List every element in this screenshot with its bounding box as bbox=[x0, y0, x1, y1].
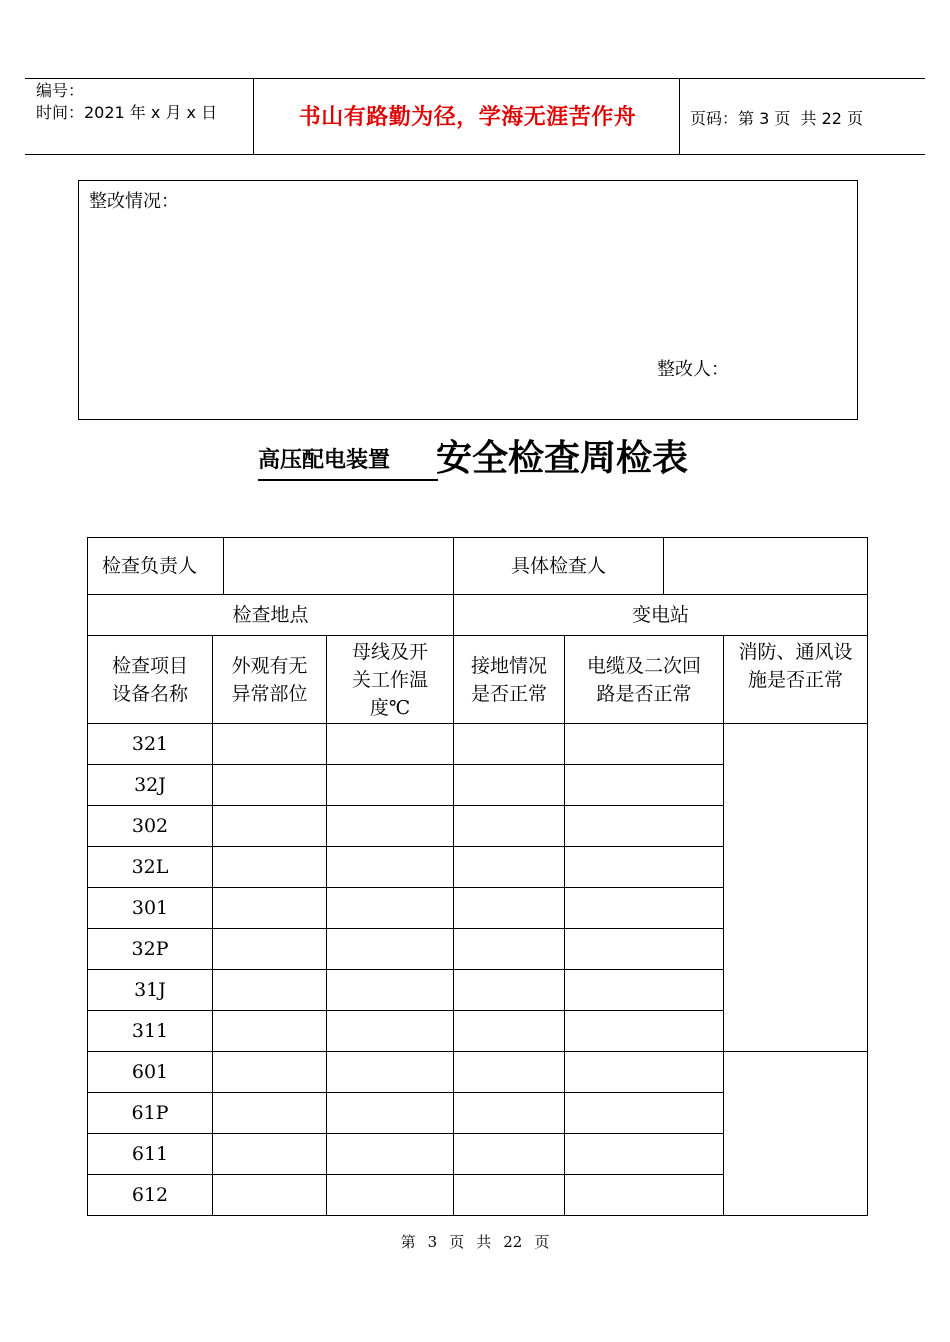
inspection-table bbox=[87, 537, 868, 1216]
grounding-cell[interactable] bbox=[454, 724, 565, 765]
table-column-headers bbox=[88, 636, 868, 724]
device-name-cell: 302 bbox=[88, 806, 213, 847]
device-name-cell: 612 bbox=[88, 1175, 213, 1216]
appearance-cell[interactable] bbox=[213, 1011, 327, 1052]
appearance-cell[interactable] bbox=[213, 1134, 327, 1175]
temperature-cell[interactable] bbox=[327, 765, 454, 806]
grounding-cell[interactable] bbox=[454, 1052, 565, 1093]
title-main: 安全检查周检表 bbox=[436, 437, 689, 479]
time-label: 时间：2021 年 x 月 x 日 bbox=[36, 103, 218, 122]
cable-cell[interactable] bbox=[565, 1011, 724, 1052]
appearance-cell[interactable] bbox=[213, 847, 327, 888]
grounding-cell[interactable] bbox=[454, 806, 565, 847]
device-name-cell: 32L bbox=[88, 847, 213, 888]
col-header-temperature: 母线及开 关工作温 度℃ bbox=[327, 636, 454, 724]
table-row-location bbox=[88, 595, 868, 636]
grounding-cell[interactable] bbox=[454, 765, 565, 806]
footer-total-unit: 页 bbox=[534, 1233, 550, 1251]
temperature-cell[interactable] bbox=[327, 1011, 454, 1052]
table-row-responsible bbox=[88, 538, 868, 595]
footer-total-label: 共 bbox=[476, 1233, 492, 1251]
temperature-cell[interactable] bbox=[327, 847, 454, 888]
footer-page-label: 第 bbox=[400, 1233, 416, 1251]
temperature-cell[interactable] bbox=[327, 1052, 454, 1093]
header-bottom-rule bbox=[25, 154, 925, 155]
fire-ventilation-cell[interactable] bbox=[724, 724, 868, 1052]
header-meta bbox=[36, 80, 251, 124]
header-motto: 书山有路勤为径，学海无涯苦作舟 bbox=[298, 105, 637, 130]
title-underline bbox=[258, 479, 438, 481]
responsible-label: 检查负责人 bbox=[88, 538, 224, 595]
table-body bbox=[88, 724, 868, 1216]
inspector-value[interactable] bbox=[664, 538, 868, 595]
rectification-box bbox=[78, 180, 858, 420]
header-page-info: 页码：第 3 页 共 22 页 bbox=[690, 109, 864, 128]
grounding-cell[interactable] bbox=[454, 888, 565, 929]
device-name-cell: 321 bbox=[88, 724, 213, 765]
appearance-cell[interactable] bbox=[213, 929, 327, 970]
appearance-cell[interactable] bbox=[213, 724, 327, 765]
cable-cell[interactable] bbox=[565, 765, 724, 806]
device-name-cell: 311 bbox=[88, 1011, 213, 1052]
col-header-cable: 电缆及二次回 路是否正常 bbox=[565, 636, 724, 724]
appearance-cell[interactable] bbox=[213, 970, 327, 1011]
temperature-cell[interactable] bbox=[327, 1175, 454, 1216]
number-label: 编号： bbox=[36, 81, 85, 100]
grounding-cell[interactable] bbox=[454, 970, 565, 1011]
grounding-cell[interactable] bbox=[454, 1093, 565, 1134]
appearance-cell[interactable] bbox=[213, 765, 327, 806]
inspector-label: 具体检查人 bbox=[454, 538, 664, 595]
temperature-cell[interactable] bbox=[327, 806, 454, 847]
header-top-rule bbox=[25, 78, 925, 79]
grounding-cell[interactable] bbox=[454, 1011, 565, 1052]
col-header-fire-ventilation: 消防、通风设 施是否正常 bbox=[724, 636, 868, 724]
cable-cell[interactable] bbox=[565, 724, 724, 765]
appearance-cell[interactable] bbox=[213, 888, 327, 929]
cable-cell[interactable] bbox=[565, 1134, 724, 1175]
cable-cell[interactable] bbox=[565, 1093, 724, 1134]
footer-page-unit: 页 bbox=[449, 1233, 465, 1251]
table-row bbox=[88, 1052, 868, 1093]
title-prefix: 高压配电装置 bbox=[258, 447, 391, 473]
footer-page-num: 3 bbox=[427, 1233, 438, 1251]
page-footer bbox=[0, 1231, 950, 1252]
temperature-cell[interactable] bbox=[327, 888, 454, 929]
cable-cell[interactable] bbox=[565, 806, 724, 847]
device-name-cell: 601 bbox=[88, 1052, 213, 1093]
temperature-cell[interactable] bbox=[327, 724, 454, 765]
rectification-person-label: 整改人： bbox=[657, 359, 729, 380]
location-label: 检查地点 bbox=[88, 595, 454, 636]
appearance-cell[interactable] bbox=[213, 1052, 327, 1093]
grounding-cell[interactable] bbox=[454, 1134, 565, 1175]
grounding-cell[interactable] bbox=[454, 1175, 565, 1216]
temperature-cell[interactable] bbox=[327, 1093, 454, 1134]
device-name-cell: 32P bbox=[88, 929, 213, 970]
location-value: 变电站 bbox=[454, 595, 868, 636]
cable-cell[interactable] bbox=[565, 970, 724, 1011]
responsible-value[interactable] bbox=[224, 538, 454, 595]
cable-cell[interactable] bbox=[565, 888, 724, 929]
grounding-cell[interactable] bbox=[454, 847, 565, 888]
header-divider-left bbox=[253, 78, 254, 155]
fire-ventilation-cell[interactable] bbox=[724, 1052, 868, 1216]
col-header-grounding: 接地情况 是否正常 bbox=[454, 636, 565, 724]
temperature-cell[interactable] bbox=[327, 929, 454, 970]
device-name-cell: 61P bbox=[88, 1093, 213, 1134]
cable-cell[interactable] bbox=[565, 847, 724, 888]
cable-cell[interactable] bbox=[565, 1052, 724, 1093]
temperature-cell[interactable] bbox=[327, 1134, 454, 1175]
footer-total-num: 22 bbox=[503, 1233, 523, 1251]
device-name-cell: 611 bbox=[88, 1134, 213, 1175]
col-header-appearance: 外观有无 异常部位 bbox=[213, 636, 327, 724]
table-row bbox=[88, 724, 868, 765]
appearance-cell[interactable] bbox=[213, 1093, 327, 1134]
device-name-cell: 32J bbox=[88, 765, 213, 806]
grounding-cell[interactable] bbox=[454, 929, 565, 970]
rectification-status-label: 整改情况： bbox=[89, 191, 179, 212]
device-name-cell: 301 bbox=[88, 888, 213, 929]
cable-cell[interactable] bbox=[565, 929, 724, 970]
appearance-cell[interactable] bbox=[213, 806, 327, 847]
cable-cell[interactable] bbox=[565, 1175, 724, 1216]
temperature-cell[interactable] bbox=[327, 970, 454, 1011]
device-name-cell: 31J bbox=[88, 970, 213, 1011]
col-header-device: 检查项目 设备名称 bbox=[88, 636, 213, 724]
appearance-cell[interactable] bbox=[213, 1175, 327, 1216]
